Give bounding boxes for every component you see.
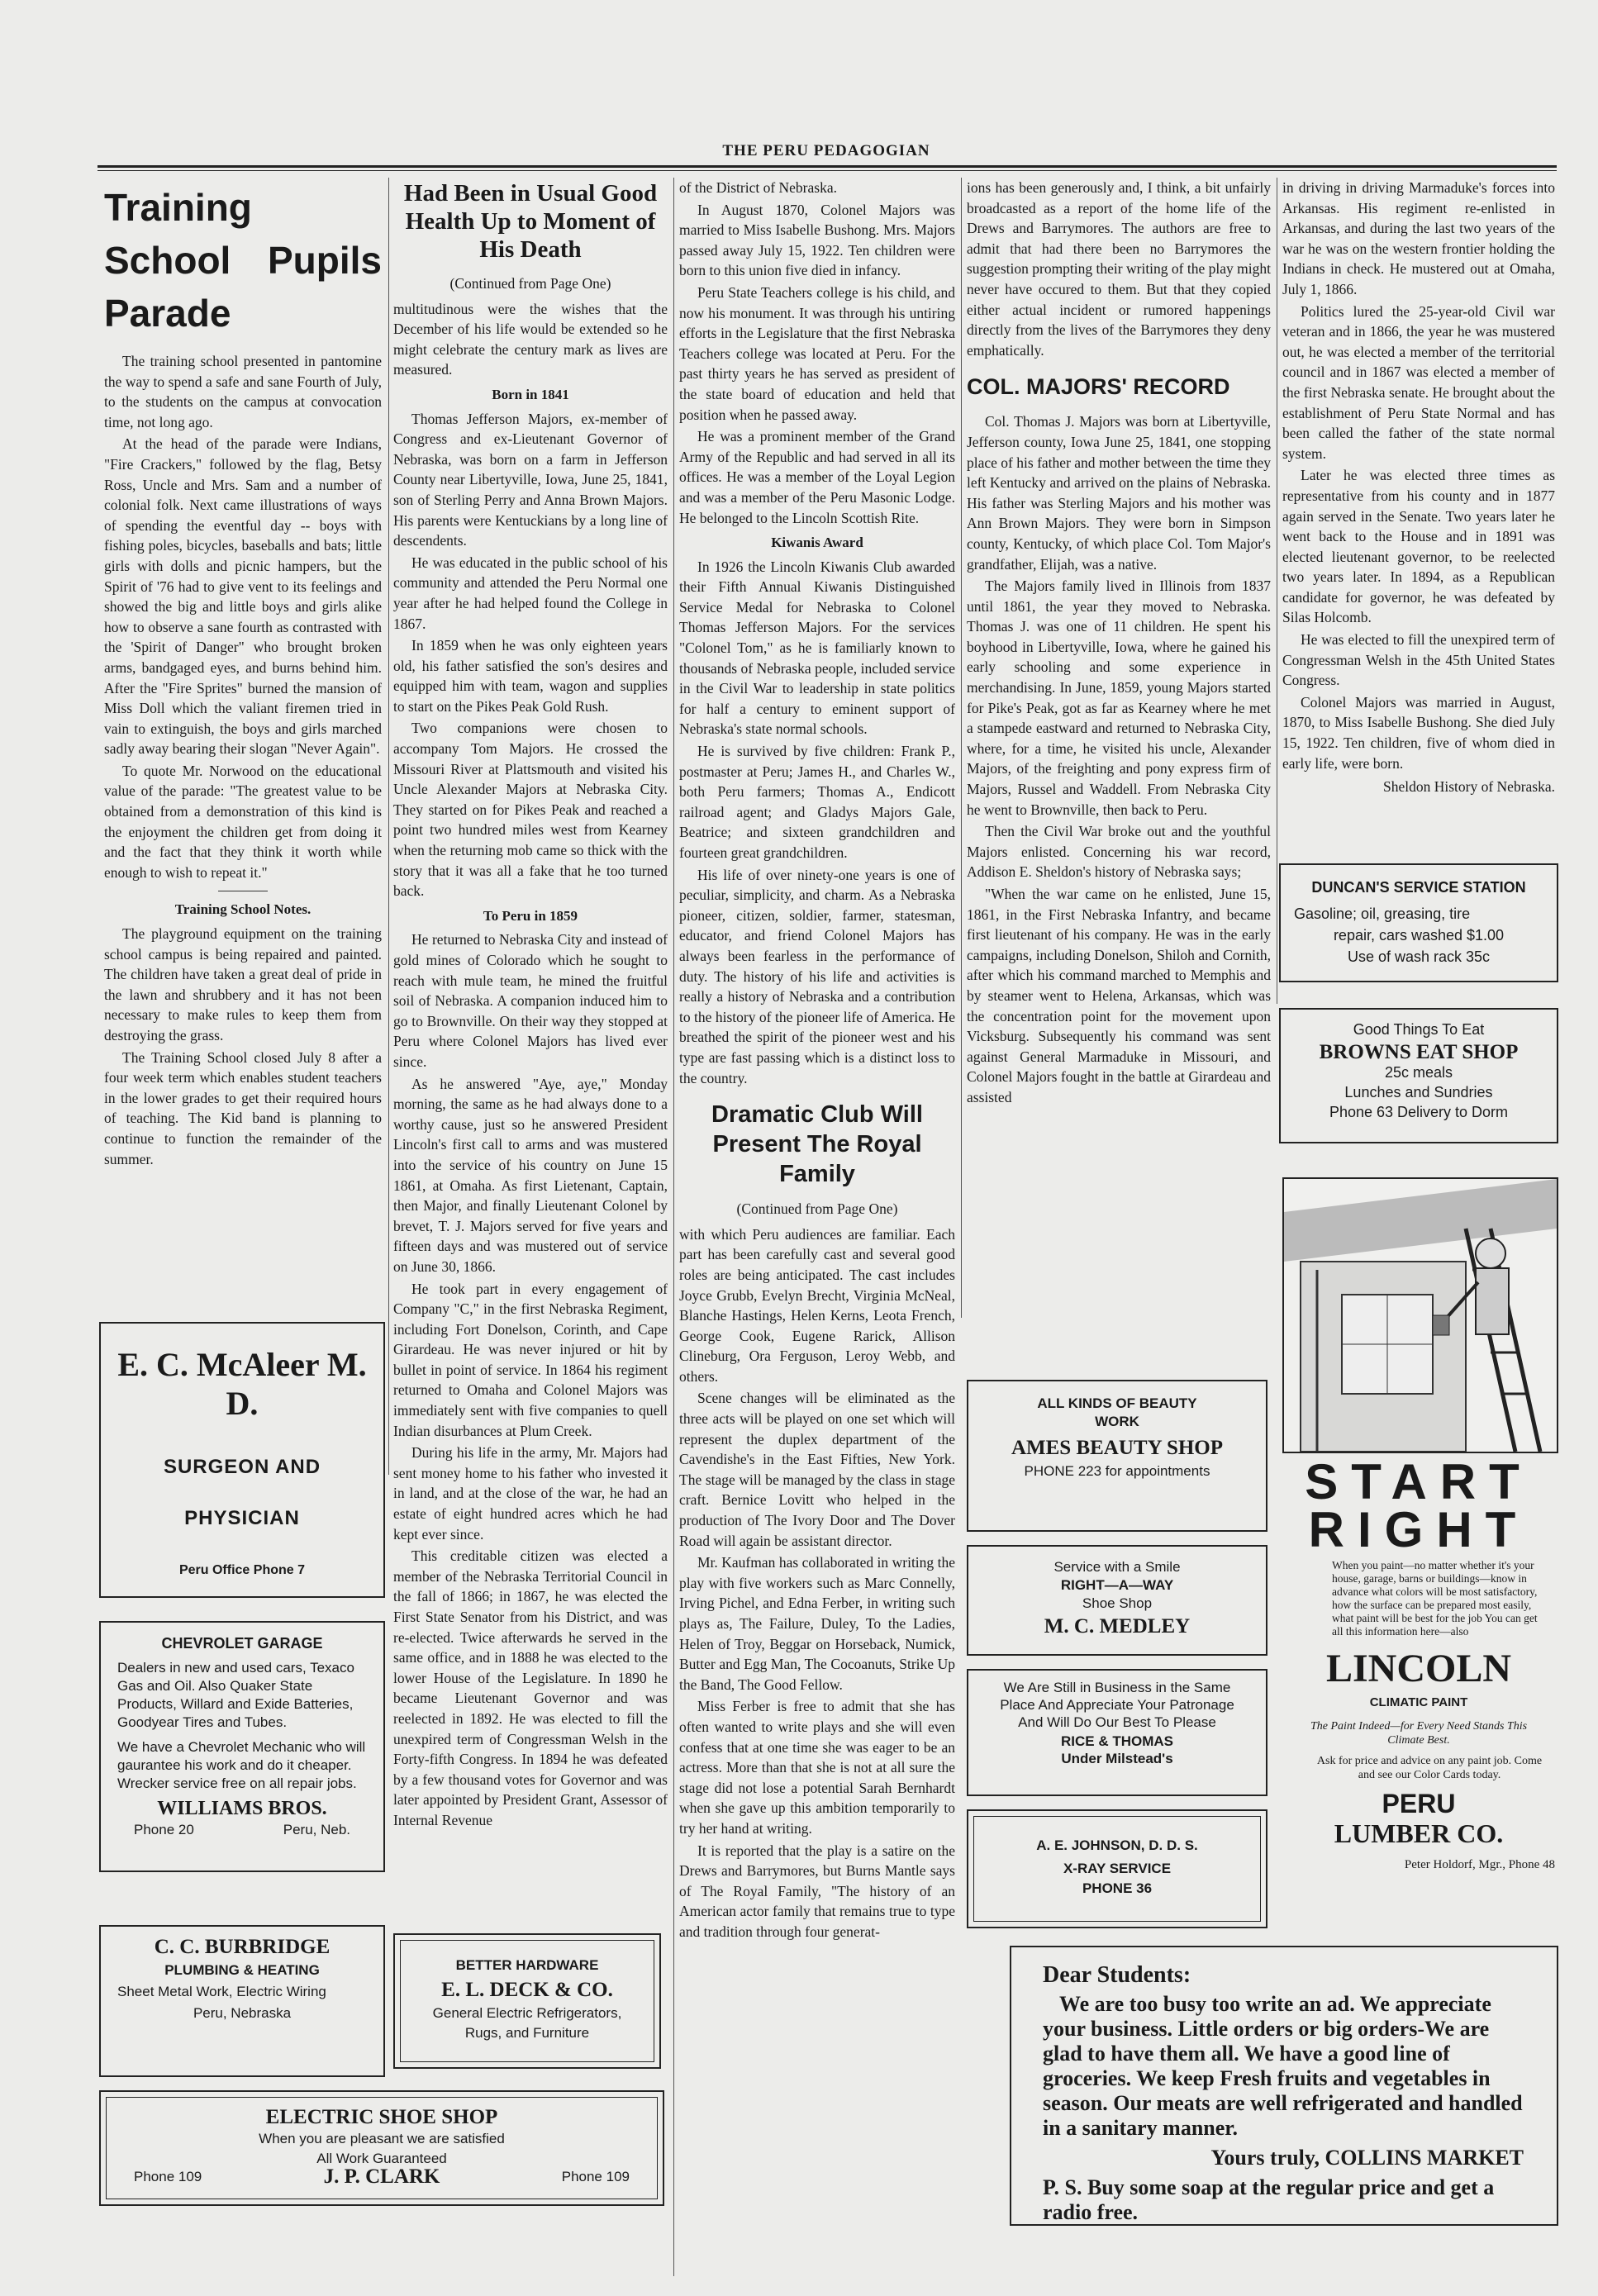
ad-phone: Phone 20	[134, 1822, 194, 1837]
article-paragraph: It is reported that the play is a satire on the Drews and Barrymores, but Burns Mantle says of The Royal Family, "The history of an American actor family that remains true to type and tradition through four generat-	[679, 1842, 955, 1940]
column-3	[679, 178, 955, 1944]
ad-rice-thomas	[967, 1669, 1267, 1796]
article-paragraph: Mr. Kaufman has collaborated in writing the play with five workers such as Marc Connelly, Irving Pichel, and Edna Ferber, in writing such plays as, The Failure, Duley, To the Ladies, Helen of Troy, Beggar on Horseback, Numick, Butter and Egg Man, The Cocoanuts, Strike Up the Band, The Good Fellow.	[679, 1554, 955, 1693]
ad-line: repair, cars washed $1.00	[1333, 927, 1505, 944]
article-paragraph: with which Peru audiences are familiar. Each part has been carefully cast and several good roles are being anticipated. The cast includes Joyce Grubb, Evelyn Brecht, Virginia McNeal, Blanche Hastings, Helen Kerns, Leota French, George Cook, Eugene Rarick, Allison Clineburg, Ora Ferguson, Leroy Webb, and others.	[679, 1225, 955, 1385]
ad-title: CHEVROLET GARAGE	[161, 1635, 323, 1652]
article-paragraph: He is survived by five children: Frank P., postmaster at Peru; James H., and Charles W., both Peru farmers; Thomas A., Endicott railroad agent; and Gladys Majors Gale, Beatrice; and sixteen grandchildren and fourteen great grandchildren.	[679, 743, 955, 861]
ad-line: When you are pleasant we are satisfied	[259, 2131, 505, 2146]
masthead: THE PERU PEDAGOGIAN	[722, 142, 930, 159]
article-paragraph: Then the Civil War broke out and the youthful Majors enlisted. Concerning his war record, Addison E. Sheldon's history of Nebraska says;	[967, 823, 1271, 881]
ad-mcaleer	[99, 1322, 385, 1598]
ad-line: Ask for price and advice on any paint job. Come and see our Color Cards today.	[1316, 1755, 1543, 1781]
article-paragraph: This creditable citizen was elected a member of the Nebraska Territorial Council in the fall of 1866; in 1867, he was elected the First State Senator from his District, and was re-elected. Twice afterwards he served in the same office, and in 1888 he was elected to the lower House of the Legislature. In 1890 he became Lieutenant Governor and was reelected in 1892. He was elected to fill the unexpired term of Congressman Welsh in the Forty-fifth Congress. In 1894 he was defeated by a few thousand votes for Governor and was later appointed by President Grant, Assessor of Internal Revenue	[393, 1547, 668, 1828]
ad-line: Peter Holdorf, Mgr., Phone 48	[1404, 1858, 1555, 1871]
continued-note: (Continued from Page One)	[449, 275, 611, 292]
ad-name: E. L. DECK & CO.	[441, 1979, 613, 2001]
column-1	[104, 178, 382, 1171]
article-paragraph: ions has been generously and, I think, a bit unfairly broadcasted as a report of the home life of the Drews and Barrymores. The authors are free to admit that had there been no Barrymores the suggestion prompting their writing of the play might never have occured to them. But that they copied either actual incident or rumored happenings directly from the lives of the Barrymores they deny emphatically.	[967, 179, 1271, 359]
article-paragraph: At the head of the parade were Indians, "Fire Crackers," followed by the flag, Betsy Ross, Uncle and Mrs. Sam and a number of colonial folk. Next came illustrations of ways of spending the eventful day -- boys with fishing poles, bicycles, baseballs and bats; little girls with dolls and picnic hampers, but the Spirit of '76 had to give vent to its feelings and showed the big and little boys and girls alike how to observe a sane fourth as contrasted with the 'Spirit of Danger" who brought broken arms, bandgaged eyes, and burns behind him. After the "Fire Sprites" burned the mansion of Miss Doll which the valiant firemen tried in vain to extinguish, the boys and girls marched sadly away bearing their slogan "Never Again".	[104, 435, 382, 758]
ad-line: PLUMBING & HEATING	[164, 1962, 320, 1978]
article-paragraph: Thomas Jefferson Majors, ex-member of Congress and ex-Lieutenant Governor of Nebraska, was born on a farm in Jefferson County near Libertyville, Iowa, June 25, 1841, son of Sterling Perry and Anna Brown Majors. His parents were Kentuckians by a long line of descendents.	[393, 410, 668, 549]
headline-training-school: Training School Pupils Parade	[104, 186, 382, 335]
ad-electric-shoe-shop	[99, 2090, 664, 2206]
ad-line: X-RAY SERVICE	[1063, 1861, 1172, 1876]
ad-line: Peru Office Phone 7	[178, 1563, 306, 1577]
masthead-rule	[97, 165, 1557, 168]
article-paragraph: Scene changes will be eliminated as the three acts will be played on one set which will represent the duplex department of the Cavendishe's in the East Fifties, New York. The stage will be managed by the class in stage craft. Bernice Lovitt who helped in the production of The Ivory Door and The Dover Road will again be assistant director.	[679, 1390, 955, 1549]
article-paragraph: He was a prominent member of the Grand Army of the Republic and had served in all its offices. He was a member of the Loyal Legion and was a member of the Peru Masonic Lodge. He belonged to the Lincoln Scottish Rite.	[679, 428, 955, 526]
article-paragraph: He took part in every engagement of Company "C," in the first Nebraska Regiment, including Fort Donelson, Corinth, and Cape Girardeau. He was never injured or hit by bullet in point of service. In 1864 his regiment returned to Omaha and Colonel Majors was immediately sent with five companies to quell Indian disurbances at Plum Creek.	[393, 1280, 668, 1439]
ad-name: C. C. BURBRIDGE	[154, 1936, 331, 1958]
article-paragraph: in driving in driving Marmaduke's forces into Arkansas. His regiment re-enlisted in Arkansas, and during the last two years of the war he was on the western frontier holding the Indians in check. He mustered out at Omaha, July 1, 1866.	[1282, 179, 1555, 297]
ad-line: Gasoline; oil, greasing, tire	[1294, 906, 1471, 922]
ad-phone: Phone 109	[561, 2169, 630, 2184]
article-paragraph: "When the war came on he enlisted, June 15, 1861, in the First Nebraska Infantry, and became first lieutenant of his company. He was in the early campaigns, including Donelson, Shiloh and Cornith, after which his command marched to Memphis and by steamer went to Helena, Arkansas, which was the concentration point for the movement upon Vicksburg. Subsequently his command was sent against General Marmaduke in Missouri, and Colonel Majors fought in the battle at Girardeau and assisted	[967, 886, 1271, 1105]
ad-right: RIGHT	[1308, 1502, 1529, 1557]
headline-dramatic-club: Dramatic Club Will Present The Royal Family	[711, 1101, 923, 1188]
article-paragraph: In August 1870, Colonel Majors was married to Miss Isabelle Bushong. Mrs. Majors passed away July 15, 1922. Ten children were born to this union five died in infancy.	[679, 201, 955, 279]
article-paragraph: He was elected to fill the unexpired term of Congressman Welsh in the 45th United States Congress.	[1282, 631, 1555, 689]
ad-line: We have a Chevrolet Mechanic who will gaurantee his work and do it cheaper. Wrecker service free on all repair jobs.	[117, 1739, 366, 1791]
article-paragraph: To quote Mr. Norwood on the educational value of the parade: "The greatest value to be obtained from a demonstration of this kind is the enjoyment the children get from doing it and the fact that they think it worth while enough to wish to repeat it."	[104, 762, 382, 881]
ad-line: ALL KINDS OF BEAUTY	[1037, 1395, 1197, 1411]
ad-place: Peru, Neb.	[283, 1822, 350, 1837]
ad-line: PHYSICIAN	[184, 1507, 300, 1529]
ad-name: A. E. JOHNSON, D. D. S.	[1036, 1837, 1198, 1853]
ad-line: Under Milstead's	[1061, 1751, 1173, 1766]
article-paragraph: During his life in the army, Mr. Majors had sent money home to his father who invested it in land, and at the close of the war, he had an estate of eight hundred acres which he had kept ever since.	[393, 1444, 668, 1543]
column-divider	[388, 178, 389, 1475]
article-paragraph: multitudinous were the wishes that the December of his life would be extended so he might celebrate the century mark as lives are measured.	[393, 300, 668, 378]
column-2	[393, 178, 668, 1833]
ad-phone: Phone 109	[134, 2169, 202, 2184]
article-paragraph: The playground equipment on the training school campus is being repaired and painted. The children have taken a great deal of pride in the lawn and shrubbery and it has not been necessary to make rules to keep them from destroying the grass.	[104, 925, 382, 1043]
ad-line: Sheet Metal Work, Electric Wiring	[117, 1984, 326, 1999]
ad-line: All Work Guaranteed	[316, 2151, 447, 2166]
ad-dealer: LUMBER CO.	[1334, 1818, 1504, 1848]
column-divider	[673, 178, 674, 2276]
subheading-notes: Training School Notes.	[174, 901, 312, 918]
article-paragraph: In 1926 the Lincoln Kiwanis Club awarded their Fifth Annual Kiwanis Distinguished Service Medal for Nebraska to Colonel Thomas Jefferson Majors. For the services "Colonel Tom," as he is familiarly known to thousands of Nebraska people, included service in the Civil War to leadership in state politics for half a century to eminent support of Nebraska's state normal schools.	[679, 558, 955, 738]
ad-line: Rugs, and Furniture	[464, 2025, 590, 2041]
ad-title: DUNCAN'S SERVICE STATION	[1311, 879, 1526, 896]
ad-burbridge	[99, 1925, 385, 2077]
ad-start: START	[1305, 1454, 1533, 1509]
ad-brand: LINCOLN	[1325, 1647, 1512, 1690]
article-paragraph: The training school presented in pantomine the way to spend a safe and sane Fourth of July, to the students on the campus at convocation time, not long ago.	[104, 353, 382, 430]
ad-line: Dealers in new and used cars, Texaco Gas and Oil. Also Quaker State Products, Willard and Exide Batteries, Goodyear Tires and Tubes.	[117, 1660, 354, 1730]
subheading-peru: To Peru in 1859	[483, 907, 578, 924]
ad-medley	[967, 1545, 1267, 1656]
ad-line: CLIMATIC PAINT	[1369, 1695, 1468, 1709]
ad-line: General Electric Refrigerators,	[432, 2005, 622, 2021]
ad-line: Use of wash rack 35c	[1347, 948, 1491, 965]
ad-collins-market	[1010, 1946, 1558, 2226]
article-paragraph: Two companions were chosen to accompany Tom Majors. He crossed the Missouri River at Plattsmouth and visited his Uncle Alexander Majors at Nebraska City. They started on for Pikes Peak and reached a point two hundred miles west from Kearney when the returning mob came so thick with the story that it was all a fake that he too turned back.	[393, 720, 668, 900]
ad-line: Good Things To Eat	[1353, 1021, 1485, 1038]
ad-name: E. C. McAleer M. D.	[117, 1346, 367, 1422]
column-divider	[961, 178, 962, 1318]
ad-line: PHONE 223 for appointments	[1024, 1463, 1210, 1479]
article-paragraph: Politics lured the 25-year-old Civil war veteran and in 1866, the year he was mustered out, he was elected a member of the territorial council and in 1867 was elected a member of the first Nebraska senate. He brought about the establishment of Peru State Normal and has been called the father of the state normal system.	[1282, 302, 1555, 462]
ad-signature: Yours truly, COLLINS MARKET	[1210, 2146, 1524, 2170]
article-paragraph: In 1859 when he was only eighteen years old, his father satisfied the son's desires and equipped him with team, wagon and supplies to start on the Pikes Peak Gold Rush.	[393, 637, 668, 715]
headline-majors-record: COL. MAJORS' RECORD	[967, 374, 1230, 400]
ad-browns-eat-shop	[1279, 1008, 1558, 1143]
ad-name: J. P. CLARK	[323, 2165, 440, 2188]
headline-majors-death: Had Been in Usual Good Health Up to Moment of His Death	[403, 180, 658, 263]
column-5	[1282, 178, 1555, 797]
ad-line: PHONE 36	[1082, 1880, 1153, 1896]
subheading-born: Born in 1841	[492, 386, 569, 402]
ad-lincoln-paint	[1282, 1454, 1555, 1873]
column-4	[967, 178, 1271, 1110]
ad-line: Phone 63 Delivery to Dorm	[1329, 1104, 1509, 1120]
ad-line: 25c meals	[1384, 1064, 1453, 1081]
painter-illustration	[1282, 1177, 1558, 1453]
subheading-kiwanis: Kiwanis Award	[771, 535, 863, 551]
article-paragraph: Later he was elected three times as representative from his county and in 1877 again served in the Senate. Two years later he went back to the House and in 1891 was elected lieutenant governor, to be reelected two years later. In 1894, as a Republican candidate for governor, he was defeated by Silas Holcomb.	[1282, 467, 1555, 626]
ad-ames-beauty-shop	[967, 1380, 1267, 1532]
ad-duncan-service-station	[1279, 863, 1558, 982]
article-paragraph: Colonel Majors was married in August, 1870, to Miss Isabelle Bushong. She died July 15, 1922. Ten children, five of whom died in early life, were born.	[1282, 693, 1555, 772]
article-paragraph: His life of over ninety-one years is one of peculiar, simplicity, and charm. As a Nebraska pioneer, citizen, soldier, farmer, statesman, educator, and friend Colonel Majors has always been fearless in the performance of duty. The history of his life and activities is really a history of Nebraska and a contribution to the history of the pioneer life of America. He breathed the spirit of the pioneer west and his type are fast passing which is a distinct loss to the country.	[679, 866, 955, 1086]
article-paragraph: of the District of Nebraska.	[679, 179, 837, 196]
masthead-rule-thin	[97, 170, 1557, 171]
ad-line: SURGEON AND	[163, 1456, 321, 1478]
ad-line: BETTER HARDWARE	[455, 1957, 599, 1973]
article-paragraph: The Majors family lived in Illinois from 1837 until 1861, the year they moved to Nebraska. Thomas J. was one of 11 children. He spent his boyhood in Libertyville, Iowa, where he gained his early schooling and some experience in merchandising. In June, 1859, young Majors started for Pike's Peak, got as far as Kearney where he met a stampede eastward and returned to Nebraska City, where, for a time, he visited his uncle, Alexander Majors, of the freighting and pony express firm of Majors, Russel and Waddell. From Nebraska City he went to Brownville, then back to Peru.	[967, 578, 1271, 818]
article-paragraph: Col. Thomas J. Majors was born at Libertyville, Jefferson county, Iowa June 25, 1841, one stopping place of his father and mother between the time they left Kentucky and arrived on the plains of Nebraska. His father was Sterling Majors and his mother was Ann Brown Majors. They were born in Simpson county, Kentucky, of which place Col. Tom Major's grandfather, Elijah, was a native.	[967, 413, 1271, 573]
article-paragraph: The Training School closed July 8 after a four week term which enables student teachers in the lower grades to get their required hours of teaching. The Kid band is planning to continue to function the remainder of the summer.	[104, 1048, 382, 1167]
ad-line: When you paint—no matter whether it's your house, garage, barns or buildings—know in advance what colors will be most satisfactory, how the surface can be prepared most easily, what paint will be best for the job You can get all this information here—also	[1332, 1559, 1538, 1638]
ad-line: We are too busy too write an ad. We appreciate your business. Little orders or big orders-We are glad to have them all. We have a good line of groceries. We keep Fresh fruits and vegetables in season. Our meats are well refrigerated and handled in a sanitary manner.	[1043, 1992, 1523, 2140]
ad-line: WORK	[1095, 1414, 1139, 1429]
ad-name: RICE & THOMAS	[1061, 1733, 1173, 1749]
ad-line: RIGHT—A—WAY	[1060, 1577, 1174, 1593]
ad-dealer: PERU	[1382, 1789, 1456, 1818]
ad-name: M. C. MEDLEY	[1044, 1615, 1191, 1638]
article-paragraph: As he answered "Aye, aye," Monday morning, the same as he had always done to a worthy cause, just so he answered President Lincoln's first call to arms and was mustered into the service of his country on June 15 1861, at Omaha. As first Lietenant, Captain, then Major, and finally Lieutenant Colonel by brevet, T. J. Majors served for five years and fifteen days and was mustered out of service on June 30, 1866.	[393, 1075, 668, 1275]
article-paragraph: Miss Ferber is free to admit that she has often wanted to write plays and she will even confess that at one time she was eager to be an actress. More than that she is not at all sure the stage did not lose a potential Sarah Bernhardt when she gave up this ambition temporarily to try her hand at writing.	[679, 1698, 955, 1837]
ad-name: AMES BEAUTY SHOP	[1011, 1437, 1224, 1459]
article-paragraph: He returned to Nebraska City and instead of gold mines of Colorado which he sought to reach with mule team, he mined the fruitful soil of Nebraska. A companion induced him to go to Brownville. On their way they stopped at Peru where Colonel Majors has lived ever since.	[393, 931, 668, 1070]
ad-line: The Paint Indeed—for Every Need Stands This Climate Best.	[1310, 1720, 1528, 1747]
ad-chevrolet-garage	[99, 1621, 385, 1872]
ad-line: Peru, Nebraska	[193, 2005, 292, 2021]
ad-line: P. S. Buy some soap at the regular price and get a radio free.	[1043, 2175, 1495, 2224]
ad-line: Dear Students:	[1043, 1962, 1191, 1988]
ad-deck	[393, 1933, 661, 2069]
ad-line: Service with a Smile	[1053, 1559, 1181, 1575]
ad-title: ELECTRIC SHOE SHOP	[265, 2106, 498, 2128]
continued-note: (Continued from Page One)	[736, 1200, 898, 1218]
ad-name: BROWNS EAT SHOP	[1319, 1041, 1519, 1063]
ad-line: We Are Still in Business in the Same Place And Appreciate Your Patronage And Will Do Our Best To Please	[1000, 1680, 1234, 1730]
ad-line: Shoe Shop	[1082, 1595, 1153, 1611]
source-citation: Sheldon History of Nebraska.	[1382, 778, 1555, 796]
ad-johnson-dds	[967, 1809, 1267, 1928]
ad-line: Lunches and Sundries	[1344, 1084, 1493, 1100]
ad-name: WILLIAMS BROS.	[157, 1798, 327, 1819]
article-paragraph: He was educated in the public school of his community and attended the Peru Normal one year after he had helped found the College in 1867.	[393, 554, 668, 632]
painter-on-ladder-image	[1284, 1179, 1557, 1452]
article-paragraph: Peru State Teachers college is his child, and now his monument. It was through his untiring efforts in the Legislature that the first Nebraska Teachers college was located at Peru. For the past thirty years he has served as president of the state board of education and held that position when he passed away.	[679, 283, 955, 423]
